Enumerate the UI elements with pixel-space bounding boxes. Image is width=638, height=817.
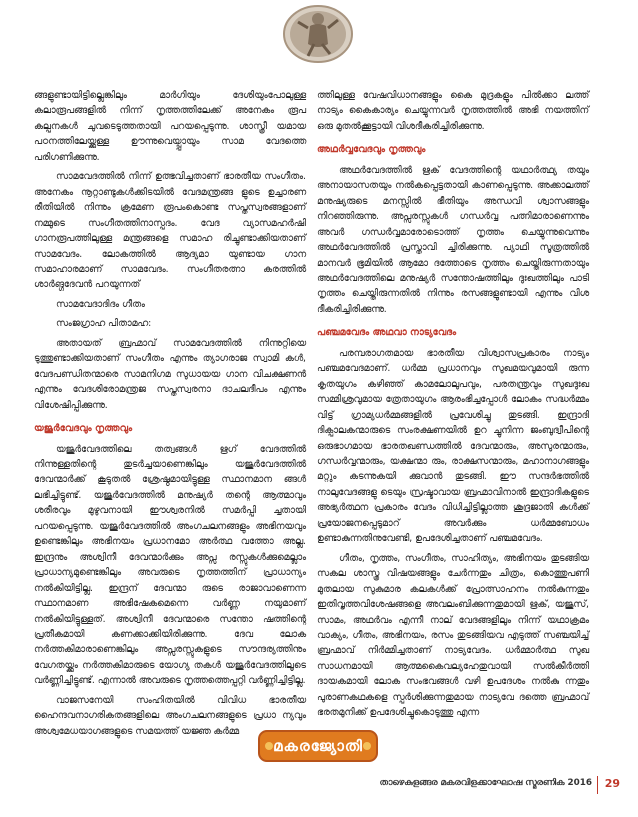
paragraph: ത്തിലുള്ള വേഷവിധാനങ്ങളും കൈ മുദ്രകളും പിൽക്കാ ലത്ത് നാട്യം കൈകാര്യം ചെയ്യുന്നവർ നൃത്തത്തിൽ അഭി നയത്തിന് ഒരു മുതൽക്കൂട്ടായി വിശദീകരിച്ചിരിക്കുന്നു. <box>317 90 589 132</box>
paragraph: അതായത് ബ്രഹ്മാവ് സാമവേദത്തിൽ നിന്നുറ്റിയെ ടുത്തുണ്ടാക്കിയതാണ് സംഗീതം എന്നും ത്യാഗരാജ സ്വാമി കൾ, വേദപണ്ഡിതന്മാരെ സാമനിഗമ സുധായയ ഗാന വിചക്ഷണൻ എന്നും വേദശിരോമന്ത്രജ സപ്തസ്വരനാ ദാചലദീപം എന്നും വിശേഷിപ്പിക്കുന്നു. <box>34 337 306 411</box>
section-heading: യജുർവേദവും നൃത്തവും <box>34 423 133 435</box>
makarajyothi-logo <box>257 728 379 764</box>
logo-text: മകരജ്യോതി <box>273 737 363 755</box>
paragraph: യജുർവേദത്തിലെ തത്വങ്ങൾ ഋഗ് വേദത്തിൽ നിന്നുള്ളതിന്റെ തുടർച്ചയാണെങ്കിലും യജുർവേദത്തിൽ ദേവന്മാർക്ക് കൂടുതൽ ശ്രേഷ്ഠമായിട്ടുള്ള സ്ഥാനമാന ങ്ങൾ ലഭിച്ചിട്ടുണ്ട്. യജുർവേദത്തിൽ മനുഷ്യർ തന്റെ ആത്മാവും ശരീരവും മുഴുവനായി ഈശ്വരനിൽ സമർപ്പി ച്ചതായി പറയപ്പെടുന്നു. യജുർവേദത്തിൽ അംഗചലനങ്ങളും അഭിനയവും ഉണ്ടെങ്കിലും അഭിനയം പ്രധാനമോ അർത്ഥ വത്തോ അല്ല. ഇന്ദ്രനും അശ്വിനീ ദേവന്മാർക്കും അപ്സ രസ്സുകൾക്കുമെല്ലാം പ്രാധാന്യമുണ്ടെങ്കിലും അവരുടെ നൃത്തത്തിന് പ്രാധാന്യം നൽകിയിട്ടില്ല. ഇന്ദ്രന് ദേവന്മാ രുടെ രാജാവാണെന്ന സ്ഥാനമാണ അഭിഷേകമെന്നെ വർണ്ണ നയുമാണ് നൽകിയിട്ടുള്ളത്. അശ്വിനീ ദേവന്മാരെ സന്തോ ഷത്തിന്റെ പ്രതീകമായി കണക്കാക്കിയിരിക്കുന്നു. ദേവ ലോക നർത്തകിമാരാണെങ്കിലും അപ്സരസ്സുകളുടെ സൗന്ദര്യത്തിനും വേഗതയ്ക്കും നർത്തകിമാരുടെ യോഗ്യ തകൾ യജുർവേദത്തിലൂടെ വർണ്ണിച്ചിട്ടുണ്ട്. എന്നാൽ അവരുടെ നൃത്തത്തെപ്പറ്റി വർണ്ണിച്ചിട്ടില്ല. <box>34 443 306 687</box>
right-column <box>317 88 589 725</box>
verse-line: സംജഗ്രാഹ പിതാമഹ: <box>56 318 152 330</box>
paragraph: പരമ്പരാഗതമായ ഭാരതീയ വിശ്വാസപ്രകാരം നാട്യം പഞ്ചമവേദമാണ്. ധർമ്മ പ്രധാനവും സുഖമയവുമായി രുന്ന കൃതയുഗം കഴിഞ്ഞ് കാമലോലുപവും, പരതന്ത്രവും സുഖദുഃഖ സമ്മിശ്രവുമായ ത്രേതായുഗം ആരംഭിച്ചപ്പോൾ ലോകം സദ്ധർമ്മം വിട്ട് ഗ്രാമ്യധർമ്മങ്ങളിൽ പ്രവേശിച്ചു തുടങ്ങി. ഇന്ദ്രാദി ദിക്പാലകന്മാരുടെ സംരക്ഷണയിൽ ഉറ ച്ചുനിന്ന ജംബുദ്വീപിന്റെ ഒരുഭാഗമായ ഭാരതഖണ്ഡത്തിൽ ദേവന്മാരും, അസുരന്മാരും, ഗന്ധർവ്വന്മാരും, യക്ഷന്മാ രും, രാക്ഷസന്മാരും, മഹാനാഗങ്ങളും മറ്റും കടന്നുകയി ക്കുവാൻ തുടങ്ങി. ഈ സന്ദർഭത്തിൽ നാലുവേദങ്ങളു ടെയും സ്രഷ്ടാവായ ബ്രഹ്മാവിനാൽ ഇന്ദ്രാദികളുടെ അഭ്യർത്ഥന പ്രകാരം വേദം വിധിച്ചിട്ടില്ലാത്ത ശൂദ്രജാതി കൾക്ക് പ്രയോജനപ്പെടുമാറ് അവർക്കും ധർമ്മബോധം ഉണ്ടാകുന്നതിനുവേണ്ടി, ഉപദേശിച്ചതാണ് പഞ്ചമവേദം. <box>317 347 589 545</box>
verse-line: സാമവേദാദിദം ഗീതം <box>56 298 145 310</box>
paragraph: അഥർവേദത്തിൽ ഋക് വേദത്തിന്റെ യഥാർത്ഥ്യ തയും അനായാസതയും നൽകപ്പെട്ടതായി കാണപ്പെടുന്നു. അക്കാലത്ത് മനുഷ്യരുടെ മനസ്സിൽ ഭീതിയും അന്ധവി ശ്വാസങ്ങളും നിറഞ്ഞിരുന്നു. അപ്സരസ്സുകൾ ഗന്ധർവ്വ പത്നിമാരാണെന്നും അവർ ഗന്ധർവ്വമാരോടൊത്ത് നൃത്തം ചെയ്യുന്നുവെന്നും അഥർവേദത്തിൽ പ്രസ്താവി ച്ചിരിക്കുന്നു. പ്യാഥി സൂത്രത്തിൽ മാനവർ ഭൂമിയിൽ ആമോ ദത്തോടെ നൃത്തം ചെയ്തിരുന്നതായും അഥർവേദത്തിലെ മനുഷ്യർ സന്തോഷത്തിലും ദുഃഖത്തിലും പാടി നൃത്തം ചെയ്തിരുന്നതിൽ നിന്നും രസങ്ങളുണ്ടായി എന്നും വിശ ദീകരിച്ചിരിക്കുന്നു. <box>317 164 589 315</box>
paragraph: ങ്ങളുണ്ടായിട്ടില്ലെങ്കിലും മാർഗിയും ദേശിയുംപോലുള്ള കലാരൂപങ്ങളിൽ നിന്ന് നൃത്തത്തിലേക്ക് അനേകം രൂപ കല്പനകൾ ചുവടെടുത്തതായി പറയപ്പെടുന്നു. ശാസ്ത്രീ യമായ പഠനത്തിലേയ്ക്കുള്ള ഊന്നുവെയ്പ്പായും സാമ വേദത്തെ പരിഗണിക്കുന്നു. <box>34 90 306 163</box>
publication-title: താഴെകുളങ്ങര മകരവിളക്കാഘോഷ സ്മരണിക 2016 <box>379 778 592 788</box>
sculpture-image <box>278 4 358 64</box>
page-footer <box>0 776 638 796</box>
footer-divider <box>597 776 598 794</box>
paragraph: വാജസനേയി സംഹിതയിൽ വിവിധ ഭാരതീയ ഹൈന്ദവനാഗരികതങ്ങളിലെ അംഗചലനങ്ങളുടെ പ്രധാ ന്യവും അശ്വമേധയാഗങ്ങളുടെ സമയത്ത് യജ്ഞ കർമ്മ <box>34 694 306 737</box>
section-heading: പഞ്ചമവേദം അഥവാ നാട്യവേദം <box>317 327 457 339</box>
page-number: 29 <box>604 777 620 790</box>
left-column <box>34 88 306 743</box>
paragraph: ഗീതം, നൃത്തം, സംഗീതം, സാഹിത്യം, അഭിനയം തുടങ്ങിയ സകല ശാസ്ത്ര വിഷയങ്ങളും ചേർന്നതും ചിത്രം, കൊത്തുപണി മുതലായ സുകുമാര കലകൾക്ക് പ്രോത്സാഹനം നൽകുന്നതും ഇതിവൃത്തവിശേഷങ്ങളെ അവലംബിക്കുന്നതുമായി ഋക്, യജുസ്, സാമം, അഥർവം എന്നീ നാല് വേദങ്ങളിലും നിന്ന് യഥാക്രമം വാക്യം, ഗീതം, അഭിനയം, രസം തുടങ്ങിയവ എടുത്ത് സഞ്ചയിച്ച് ബ്രഹ്മാവ് നിർമ്മിച്ചതാണ് നാട്യവേദം. ധർമ്മാർത്ഥ സുഖ സാധനമായി ആത്മകൈവല്യഹേതുവായി സൽകീർത്തി ദായകമായി ലോക സംഭവങ്ങൾ വഴി ഉപദേശം നൽകു ന്നതും പുരാണകഥകളെ സ്പർശിക്കുന്നതുമായ നാട്യവേ ദത്തെ ബ്രഹ്മാവ് ഭരതമുനിക്ക് ഉപദേശിച്ചുകൊടുത്തു എന്ന <box>317 552 589 719</box>
section-heading: അഥർവ്വവേദവും നൃത്തവും <box>317 144 426 156</box>
paragraph: സാമവേദത്തിൽ നിന്ന് ഉത്ഭവിച്ചതാണ് ഭാരതീയ സംഗീതം. അനേകം നൂറ്റാണ്ടുകൾക്കിടയിൽ വേദമന്ത്രങ്ങ ളുടെ ഉച്ചാരണ രീതിയിൽ നിന്നും ക്രമേണ രൂപംകൊണ്ട സപ്തസ്വരങ്ങളാണ് നമ്മുടെ സംഗീതത്തിനാസ്പദം. വേദ വ്യാസമഹർഷി ഗാനരൂപത്തിലുള്ള മന്ത്രങ്ങളെ സമാഹ രിച്ചുണ്ടാക്കിയതാണ് സാമവേദം. ലോകത്തിൽ ആദ്യമാ യുണ്ടായ ഗാന സമാഹാരമാണ് സാമവേദം. സംഗീതരത്നാ കരത്തിൽ ശാർങ്ഗദേവൻ പറയുന്നത് <box>34 171 306 291</box>
